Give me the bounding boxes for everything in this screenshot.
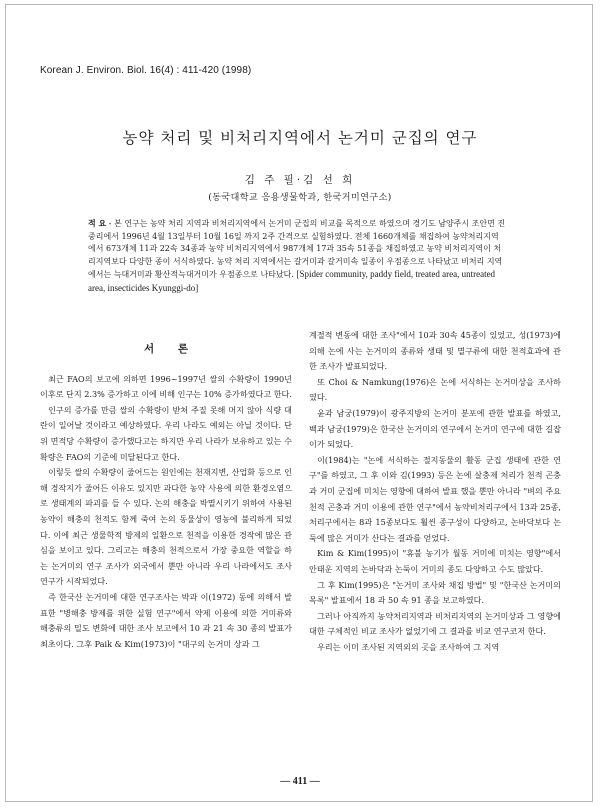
journal-reference: Korean J. Environ. Biol. 16(4) : 411-420 (1998) [40, 65, 252, 76]
paragraph: Kim & Kim(1995)이 "휴불 농기가 월동 거미에 미치는 영향"에서 안태운 지역의 논바닥과 논둑이 거미의 종도 다양하고 수도 많았다. [309, 548, 561, 574]
paragraph: 또 Choi & Namkung(1976)은 논에 서식하는 논거미상을 조사하였다. [309, 376, 561, 403]
abstract-keywords: [Spider community, paddy field, treated area, untreated area, insecticides Kyunggi-do] [88, 269, 496, 293]
left-column [40, 342, 292, 652]
affiliation: (동국대학교 응용생물학과, 한국거미연구소) [208, 193, 392, 203]
paragraph: 최근 FAO의 보고에 의하면 1996~1997년 쌀의 수확량이 1990년 이후로 단지 2.3% 증가하고 이에 비해 인구는 10% 증가하였다고 한다. [40, 373, 292, 400]
paragraph: 그 후 Kim(1995)은 "논거미 조사와 채집 방법" 및 "한국산 논거미의 목록" 발표에서 18 과 50 속 91 종을 보고하였다. [309, 579, 561, 606]
paragraph: 인구의 증가를 만큼 쌀의 수확량이 받쳐 주질 못해 머지 않아 식량 대란이 일어날 것이라고 예상하였다. 우리 나라도 예외는 아닐 것이다. 단위 면적당 수확량이 증가했다고는 하지만 우리 나라가 보유하고 있는 수확량은 FAO의 기준에 미달된다고 한다. [40, 404, 292, 462]
section-heading-introduction: 서 론 [144, 343, 198, 355]
abstract [88, 218, 506, 296]
right-column [309, 328, 561, 655]
paragraph: 우리는 이미 조사된 지역외의 곳을 조사하여 그 지역 [317, 641, 500, 652]
paragraph: 그러나 아직까지 농약처리지역과 비처리지역의 논거미상과 그 영향에 대한 구체적인 비교 조사가 없었기에 그 결과를 비교 연구코저 한다. [309, 610, 561, 637]
paragraph: 이(1984)는 "논에 서식하는 절지동물의 활동 군집 생태에 관한 연구"를 하였고, 그 후 이와 김(1993) 등은 논에 살충제 처리가 천적 곤충과 거미 군집에 미치는 영향에 대하여 발표 했을 뿐만 아니라 "벼의 주요 천적 곤충과 거미 이용에 관한 연구"에서 농약비처리구에서 13과 25종, 처리구에서는 8과 15종보다도 훨씬 종구성이 다양하고, 논바닥보다 논둑에 많은 거미가 산다는 결과를 얻었다. [309, 454, 561, 543]
authors: 김 주 필·김 선 희 [244, 174, 356, 186]
page-number: — 411 — [280, 776, 320, 787]
abstract-text: - 본 연구는 농약 처리 지역과 비처리지역에서 논거미 군집의 비교를 목적으로 하였으며 경기도 남양주시 조안면 진중리에서 1996년 4월 13일부터 10월 16일 까지 2주 간격으로 실험하였다. 전체 1660개체를 채집하여 농약처리지역에서 673개체 11과 22속 34종과 농약 비처리지역에서 987개체 17과 35속 51종을 채집하였고 농약 비처리지역이 처리지역보다 다양한 종이 서식하였다. 농약 처리 지역에서는 갈거미과 갈거미속 일종이 우점종으로 나타났고 비처리 지역에서는 늑대거미과 황산적늑대거미가 우점종으로 나타났다. [88, 219, 506, 280]
abstract-label: 적 요 [88, 219, 107, 228]
paragraph: 이렇듯 쌀의 수확량이 줄어드는 원인에는 천재지변, 산업화 등으로 인해 경작지가 줄어든 이유도 있지만 과다한 농약 사용에 의한 환경오염으로 생태계의 파괴를 들 수 있다. 논의 해충을 박멸시키기 위하여 사용된 농약이 해충의 천적도 함께 죽여 논의 동물상이 영농에 불리하게 되었다. 이에 최근 생물학적 방제의 일환으로 천적을 이용한 경작에 많은 관심을 보이고 있다. 그리고는 해충의 천적으로서 가장 중요한 역할을 하는 논거미의 연구 조사가 외국에서 뿐만 아니라 우리 나라에서도 조사 연구가 시작되었다. [40, 467, 292, 587]
paragraph: 계절적 변동에 대한 조사"에서 10과 30속 45종이 있었고, 성(1973)에 의해 논에 사는 논거미의 종류와 생태 및 멸구류에 대한 천적효과에 관한 조사가 발표되었다. [309, 330, 561, 372]
paper-title: 농약 처리 및 비처리지역에서 논거미 군집의 연구 [122, 129, 478, 147]
paragraph: 윤과 남궁(1979)이 광주지방의 논거미 분포에 관한 발표를 하였고, 백과 남궁(1979)은 한국산 논거미의 연구에서 논거미 연구에 대한 길잡이가 되었다. [309, 407, 561, 450]
paragraph: 즉 한국산 논거미에 대한 연구조사는 박과 이(1972) 동에 의해서 발표한 "병해충 방제를 위한 실험 연구"에서 약제 이용에 의한 거미류와 해충류의 밀도 변화에 대한 조사 보고에서 10 과 21 속 30 종의 발표가 최초이다. 그후 Paik & Kim(1973)이 "대구의 논거미 상과 그 [40, 591, 292, 649]
